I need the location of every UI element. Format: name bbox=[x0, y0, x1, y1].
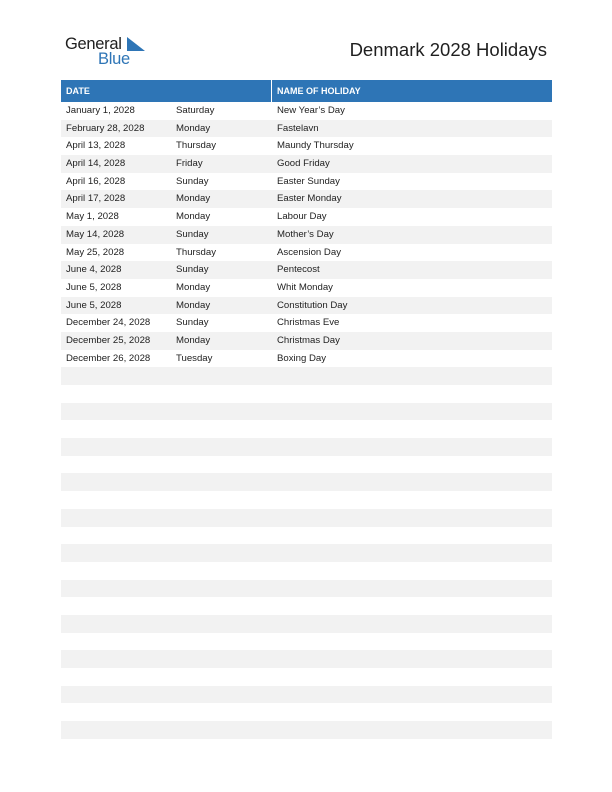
table-row bbox=[61, 739, 552, 757]
table-row bbox=[61, 562, 552, 580]
page-title: Denmark 2028 Holidays bbox=[349, 39, 547, 60]
table-row bbox=[61, 650, 552, 668]
table-row bbox=[61, 261, 552, 279]
cell-date: February 28, 2028 bbox=[66, 122, 145, 134]
table-row bbox=[61, 544, 552, 562]
cell-weekday: Sunday bbox=[176, 317, 209, 329]
cell-holiday-name: Good Friday bbox=[277, 158, 330, 170]
header-holiday: NAME OF HOLIDAY bbox=[277, 86, 361, 96]
cell-holiday-name: Christmas Eve bbox=[277, 317, 340, 329]
table-row bbox=[61, 527, 552, 545]
cell-weekday: Monday bbox=[176, 193, 211, 205]
table-row bbox=[61, 668, 552, 686]
cell-holiday-name: Constitution Day bbox=[277, 299, 348, 311]
table-row bbox=[61, 491, 552, 509]
cell-holiday-name: Christmas Day bbox=[277, 334, 340, 346]
table-row bbox=[61, 208, 552, 226]
cell-date: December 25, 2028 bbox=[66, 334, 151, 346]
header-date: DATE bbox=[66, 86, 90, 96]
cell-weekday: Monday bbox=[176, 281, 211, 293]
cell-weekday: Sunday bbox=[176, 228, 209, 240]
cell-holiday-name: Mother’s Day bbox=[277, 228, 334, 240]
table-row bbox=[61, 279, 552, 297]
cell-weekday: Monday bbox=[176, 122, 211, 134]
table-row bbox=[61, 456, 552, 474]
table-row bbox=[61, 244, 552, 262]
cell-date: June 5, 2028 bbox=[66, 281, 122, 293]
logo-text-blue: Blue bbox=[98, 50, 130, 68]
cell-weekday: Sunday bbox=[176, 175, 209, 187]
cell-holiday-name: Labour Day bbox=[277, 211, 327, 223]
table-row bbox=[61, 633, 552, 651]
table-row bbox=[61, 403, 552, 421]
cell-weekday: Tuesday bbox=[176, 352, 213, 364]
holiday-table bbox=[61, 80, 552, 756]
cell-date: April 14, 2028 bbox=[66, 158, 126, 170]
cell-holiday-name: Easter Sunday bbox=[277, 175, 340, 187]
cell-holiday-name: Maundy Thursday bbox=[277, 140, 354, 152]
logo-text-general: General bbox=[65, 35, 122, 53]
table-row bbox=[61, 102, 552, 120]
table-row bbox=[61, 686, 552, 704]
cell-holiday-name: Ascension Day bbox=[277, 246, 341, 258]
cell-weekday: Sunday bbox=[176, 264, 209, 276]
table-row bbox=[61, 190, 552, 208]
cell-holiday-name: Fastelavn bbox=[277, 122, 319, 134]
table-row bbox=[61, 367, 552, 385]
table-row bbox=[61, 721, 552, 739]
cell-date: April 13, 2028 bbox=[66, 140, 126, 152]
cell-weekday: Monday bbox=[176, 299, 211, 311]
table-row bbox=[61, 173, 552, 191]
cell-holiday-name: New Year’s Day bbox=[277, 105, 345, 116]
table-row bbox=[61, 137, 552, 155]
cell-weekday: Monday bbox=[176, 211, 211, 223]
cell-date: May 14, 2028 bbox=[66, 228, 125, 240]
cell-date: May 25, 2028 bbox=[66, 246, 125, 258]
table-row bbox=[61, 597, 552, 615]
table-body bbox=[61, 102, 552, 756]
cell-holiday-name: Pentecost bbox=[277, 264, 320, 276]
cell-holiday-name: Boxing Day bbox=[277, 352, 327, 364]
generalblue-logo bbox=[65, 34, 155, 68]
cell-date: January 1, 2028 bbox=[66, 105, 135, 116]
table-row bbox=[61, 385, 552, 403]
cell-weekday: Thursday bbox=[176, 140, 216, 152]
table-row bbox=[61, 438, 552, 456]
table-row bbox=[61, 350, 552, 368]
cell-date: December 26, 2028 bbox=[66, 352, 151, 364]
cell-date: December 24, 2028 bbox=[66, 317, 151, 329]
table-row bbox=[61, 420, 552, 438]
cell-weekday: Monday bbox=[176, 334, 211, 346]
table-row bbox=[61, 155, 552, 173]
table-row bbox=[61, 473, 552, 491]
cell-weekday: Thursday bbox=[176, 246, 216, 258]
table-row bbox=[61, 615, 552, 633]
cell-date: April 17, 2028 bbox=[66, 193, 126, 205]
cell-date: May 1, 2028 bbox=[66, 211, 119, 223]
table-row bbox=[61, 297, 552, 315]
table-row bbox=[61, 226, 552, 244]
cell-date: April 16, 2028 bbox=[66, 175, 126, 187]
cell-date: June 4, 2028 bbox=[66, 264, 122, 276]
table-row bbox=[61, 332, 552, 350]
header-divider bbox=[271, 80, 272, 102]
cell-weekday: Friday bbox=[176, 158, 203, 170]
table-header bbox=[61, 80, 552, 102]
table-row bbox=[61, 509, 552, 527]
table-row bbox=[61, 580, 552, 598]
table-row bbox=[61, 703, 552, 721]
cell-holiday-name: Whit Monday bbox=[277, 281, 333, 293]
cell-holiday-name: Easter Monday bbox=[277, 193, 342, 205]
table-row bbox=[61, 314, 552, 332]
cell-weekday: Saturday bbox=[176, 105, 215, 116]
table-row bbox=[61, 120, 552, 138]
cell-date: June 5, 2028 bbox=[66, 299, 122, 311]
